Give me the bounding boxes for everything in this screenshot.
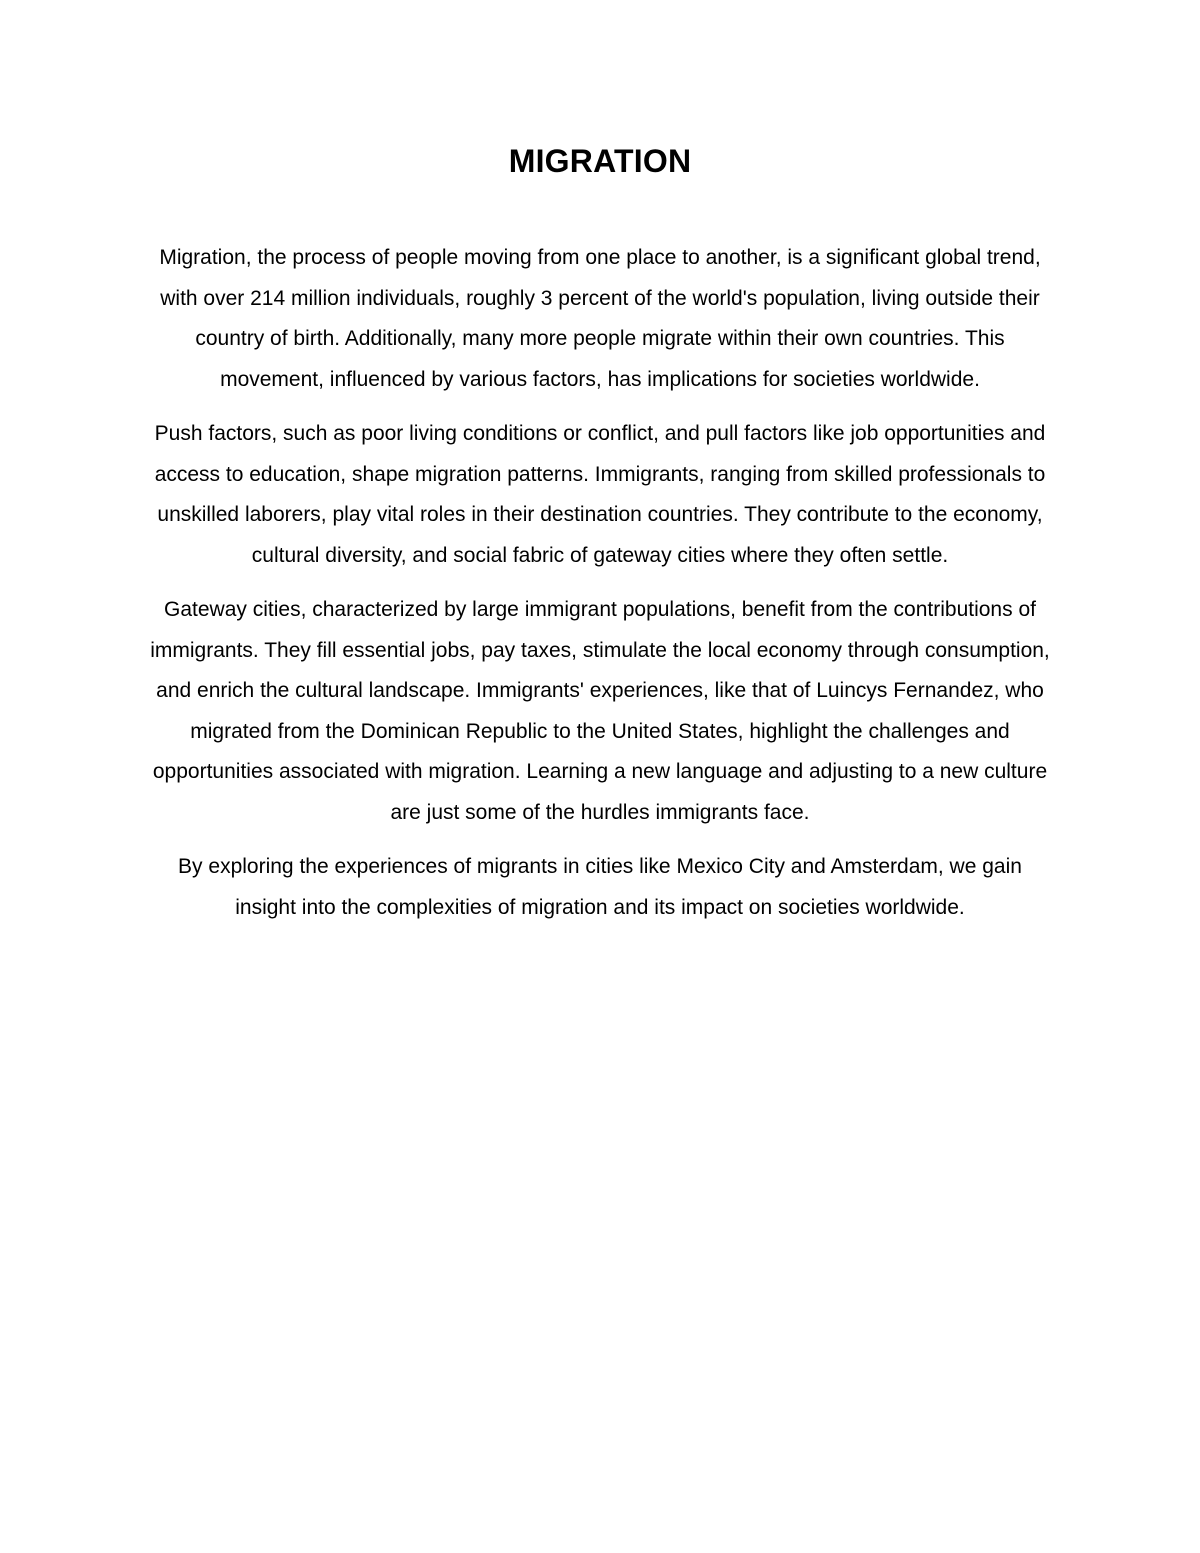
document-body [150,238,1050,942]
paragraph-gateway-cities: Gateway cities, characterized by large immigrant populations, benefit from the contributions of immigrants. They fill essential jobs, pay taxes, stimulate the local economy through consumption, and enrich the cultural landscape. Immigrants' experiences, like that of Luincys Fernandez, who migrated from the Dominican Republic to the United States, highlight the challenges and opportunities associated with migration. Learning a new language and adjusting to a new culture are just some of the hurdles immigrants face. [150,598,1050,824]
paragraph-conclusion: By exploring the experiences of migrants in cities like Mexico City and Amsterdam, we gain insight into the complexities of migration and its impact on societies worldwide. [178,855,1022,919]
paragraph-push-pull-factors: Push factors, such as poor living conditions or conflict, and pull factors like job opportunities and access to education, shape migration patterns. Immigrants, ranging from skilled professionals to unskilled laborers, play vital roles in their destination countries. They contribute to the economy, cultural diversity, and social fabric of gateway cities where they often settle. [154,422,1046,567]
paragraph-intro: Migration, the process of people moving from one place to another, is a significant global trend, with over 214 million individuals, roughly 3 percent of the world's population, living outside their country of birth. Additionally, many more people migrate within their own countries. This movement, influenced by various factors, has implications for societies worldwide. [159,246,1041,391]
document-title: MIGRATION [508,143,692,179]
